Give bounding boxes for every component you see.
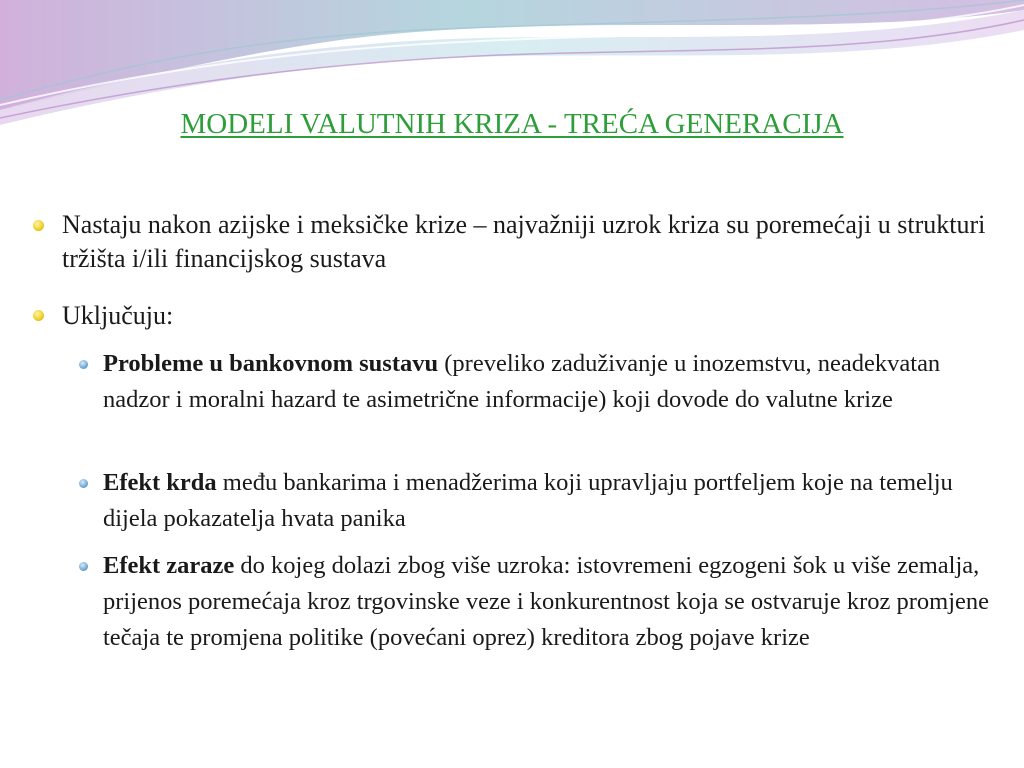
sub-bullet-text: među bankarima i menadžerima koji upravljaju portfeljem koje na temelju dijela pokazatelja hvata panika <box>103 469 953 532</box>
sub-bullet-bold-term: Probleme u bankovnom sustavu <box>103 350 439 377</box>
bullet-item: Uključuju: <box>62 301 174 330</box>
slide-title: MODELI VALUTNIH KRIZA - TREĆA GENERACIJA <box>180 108 844 140</box>
sub-bullet-bold-term: Efekt krda <box>103 469 217 496</box>
sub-bullet-icon <box>79 360 88 369</box>
sub-bullet-icon <box>79 562 88 571</box>
sub-bullet-text: (preveliko zaduživanje u inozemstvu, neadekvatan nadzor i moralni hazard te asimetrične informacije) koji dovode do valutne krize <box>103 350 941 413</box>
bullet-item: Nastaju nakon azijske i meksičke krize – najvažniji uzrok kriza su poremećaji u strukturi tržišta i/ili financijskog sustava <box>62 210 986 273</box>
sub-bullet-icon <box>79 479 88 488</box>
sub-bullet-item <box>103 346 993 418</box>
sub-bullet-bold-term: Efekt zaraze <box>103 552 235 579</box>
sub-bullet-item <box>103 548 993 656</box>
bullet-icon <box>33 310 44 321</box>
bullet-icon <box>33 220 44 231</box>
sub-bullet-item <box>103 465 993 537</box>
sub-bullet-text: do kojeg dolazi zbog više uzroka: istovremeni egzogeni šok u više zemalja, prijenos poremećaja kroz trgovinske veze i konkurentnost koja se ostvaruje kroz promjene tečaja te promjena politike (povećani oprez) kreditora zbog pojave krize <box>103 552 990 651</box>
